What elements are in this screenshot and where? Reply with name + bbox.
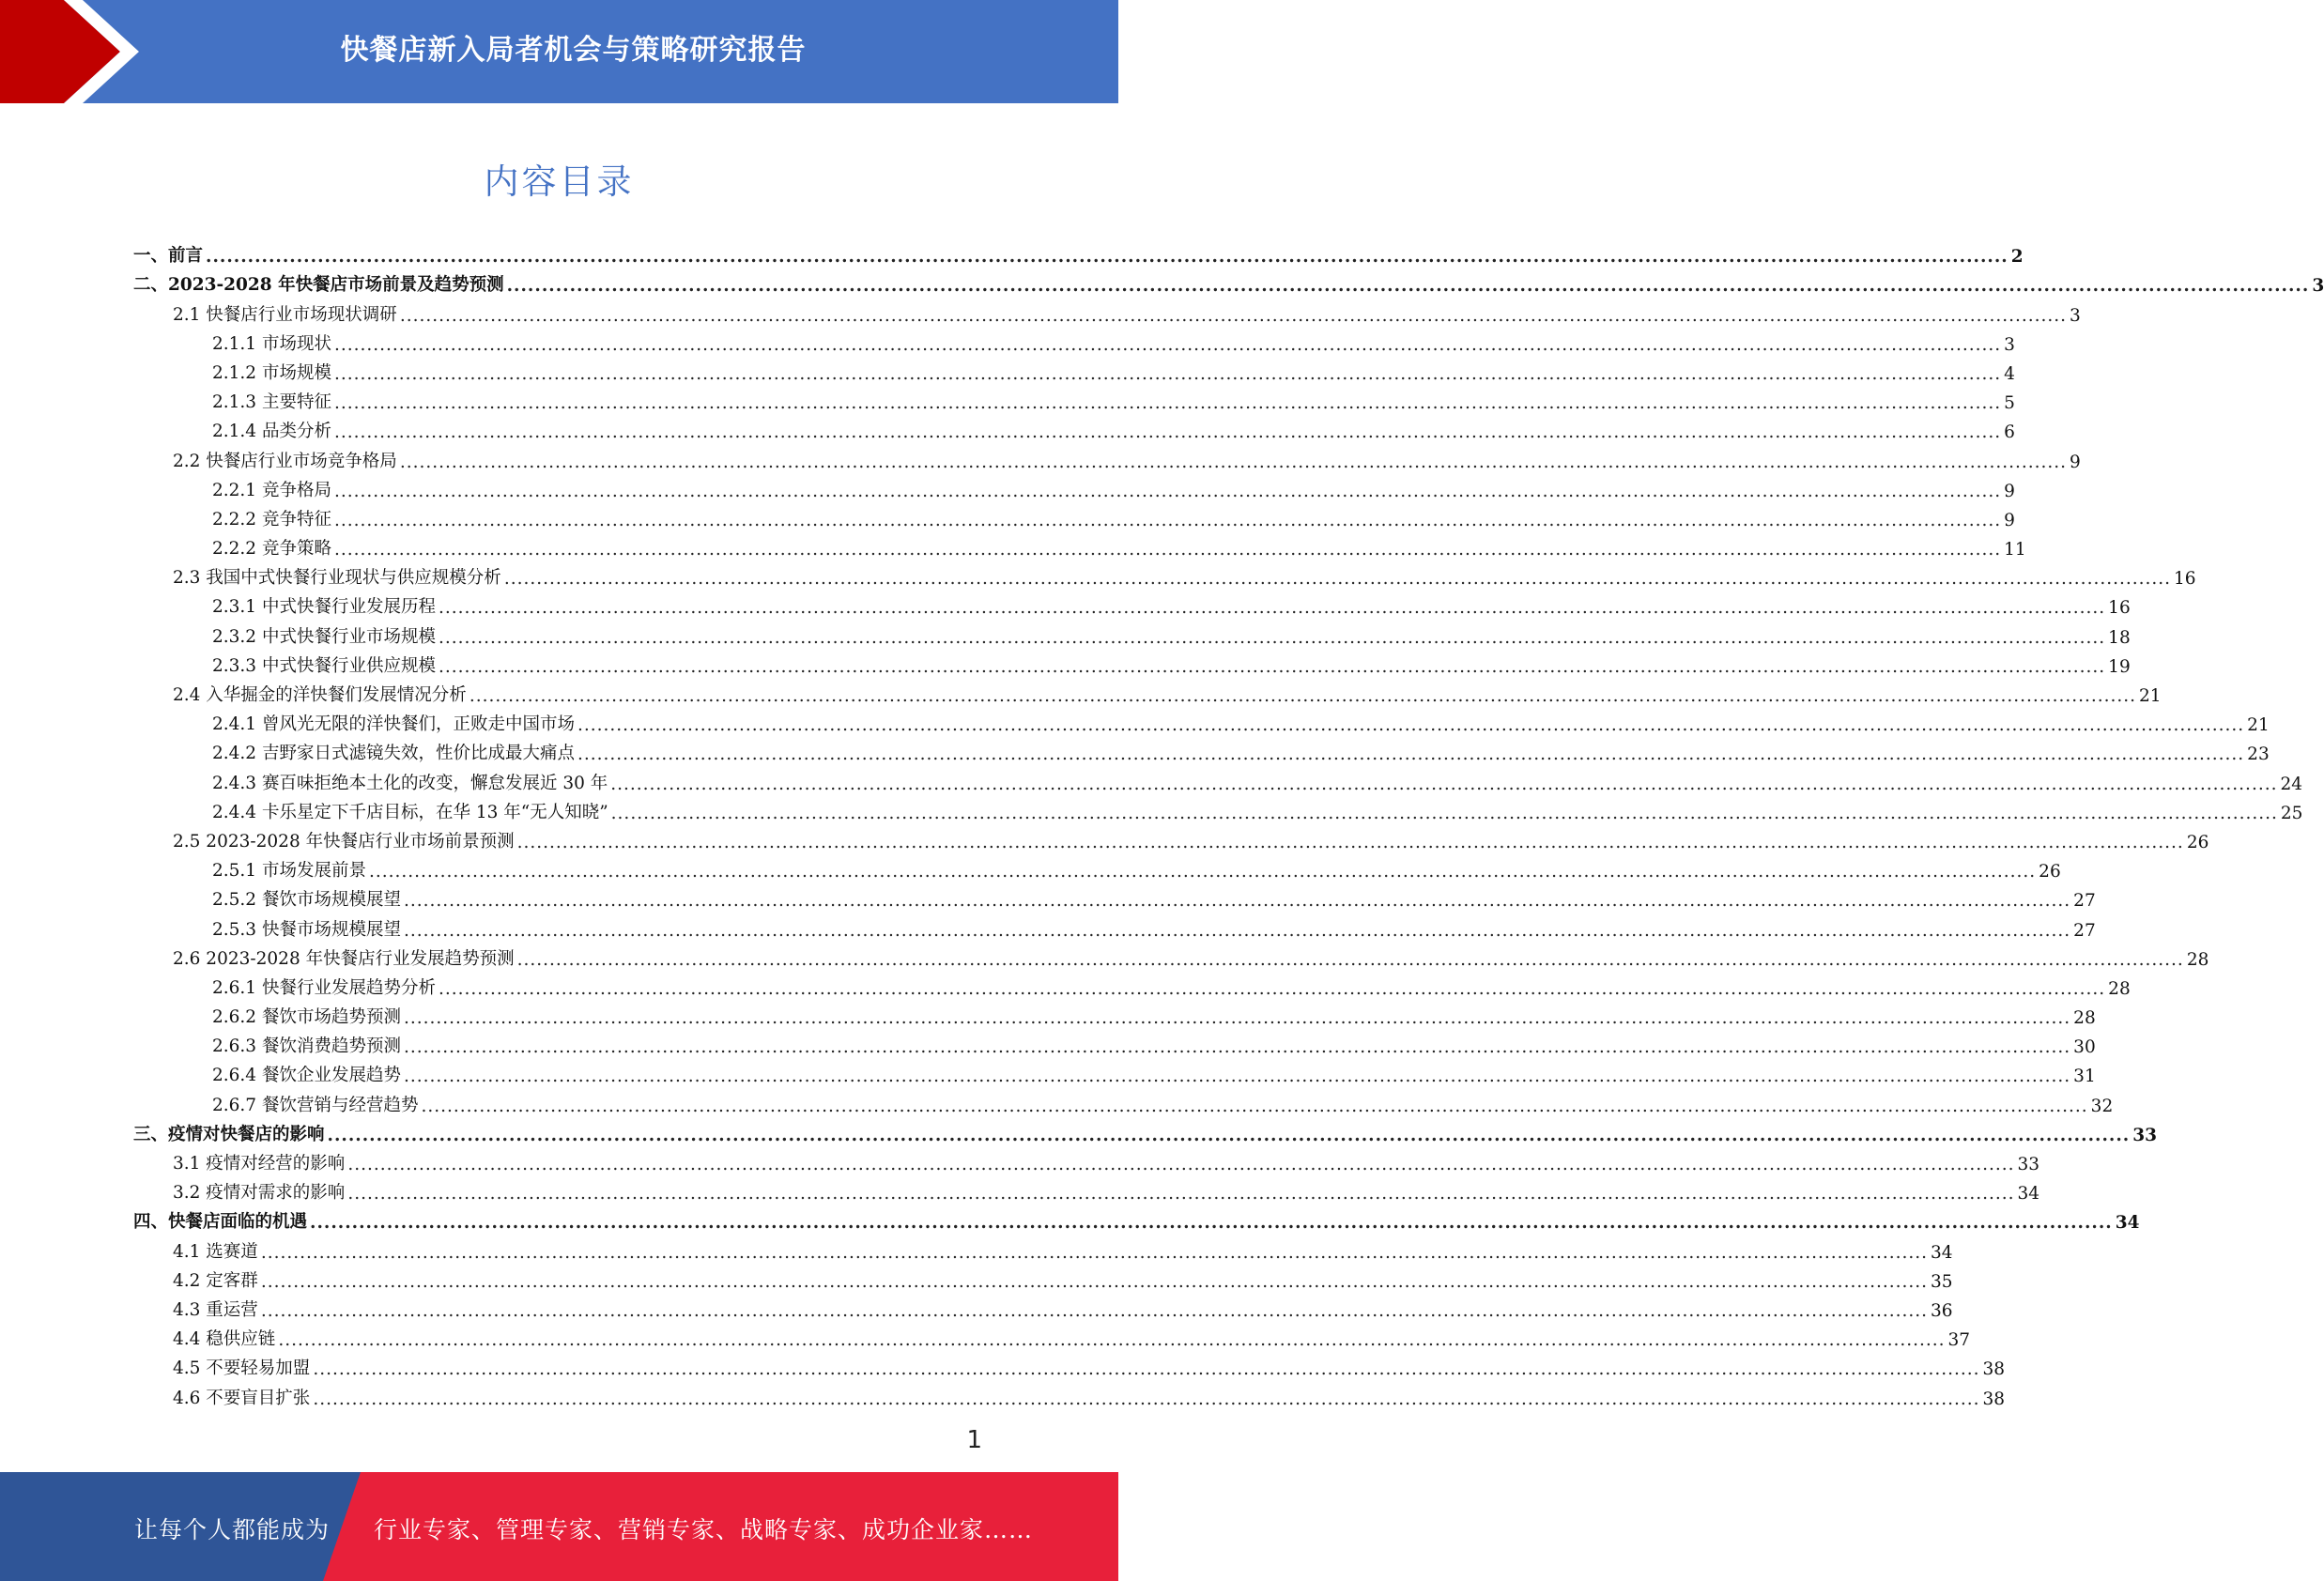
toc-entry[interactable] (133, 267, 2324, 297)
toc-entry-label: 3.1 疫情对经营的影响 (173, 1154, 346, 1174)
toc-entry[interactable] (133, 296, 2081, 326)
toc-entry-page: 18 (2108, 627, 2131, 648)
toc-entry[interactable] (133, 384, 2015, 414)
toc-entry-page: 27 (2073, 920, 2096, 941)
toc-entry-page: 34 (2115, 1213, 2140, 1234)
toc-leader-dots: .................................................................................................................................................................................................................................................................. (577, 715, 2245, 736)
toc-entry-page: 9 (2004, 481, 2015, 501)
page-footer (0, 1472, 1118, 1581)
toc-leader-dots: .................................................................................................................................................................................................................................................................. (516, 832, 2184, 852)
toc-entry[interactable] (133, 677, 2162, 706)
toc-entry-label: 4.4 稳供应链 (173, 1329, 276, 1350)
toc-leader-dots: .................................................................................................................................................................................................................................................................. (260, 1271, 1929, 1292)
toc-entry-page: 23 (2247, 744, 2270, 765)
toc-entry-page: 9 (2070, 452, 2081, 472)
toc-entry[interactable] (133, 1292, 1953, 1321)
toc-entry-page: 28 (2108, 978, 2131, 999)
toc-entry[interactable] (133, 735, 2270, 765)
toc-leader-dots: .................................................................................................................................................................................................................................................................. (333, 393, 2002, 414)
toc-entry-page: 19 (2108, 656, 2131, 677)
toc-entry[interactable] (133, 1263, 1953, 1292)
toc-entry-label: 2.5.2 餐饮市场规模展望 (212, 890, 401, 911)
toc-entry-label: 2.6.7 餐饮营销与经营趋势 (212, 1095, 419, 1115)
toc-leader-dots: .................................................................................................................................................................................................................................................................. (438, 627, 2106, 648)
toc-leader-dots: .................................................................................................................................................................................................................................................................. (333, 540, 2002, 560)
toc-leader-dots: .................................................................................................................................................................................................................................................................. (260, 1300, 1929, 1321)
toc-entry-page: 37 (1947, 1330, 1971, 1351)
toc-leader-dots: .................................................................................................................................................................................................................................................................. (403, 1037, 2071, 1058)
toc-leader-dots: .................................................................................................................................................................................................................................................................. (333, 422, 2002, 443)
toc-entry[interactable] (133, 1350, 2006, 1380)
toc-leader-dots: .................................................................................................................................................................................................................................................................. (327, 1125, 2131, 1145)
toc-entry-page: 28 (2186, 949, 2209, 970)
toc-entry-page: 33 (2017, 1155, 2040, 1174)
toc-entry-label: 4.2 定客群 (173, 1270, 258, 1291)
toc-entry-label: 2.3 我国中式快餐行业现状与供应规模分析 (173, 568, 501, 589)
toc-leader-dots: .................................................................................................................................................................................................................................................................. (347, 1155, 2015, 1174)
toc-entry[interactable] (133, 999, 2096, 1029)
toc-leader-dots: .................................................................................................................................................................................................................................................................. (403, 1067, 2071, 1087)
toc-leader-dots: .................................................................................................................................................................................................................................................................. (516, 949, 2184, 970)
toc-entry-page: 16 (2174, 569, 2196, 590)
toc-leader-dots: .................................................................................................................................................................................................................................................................. (438, 978, 2106, 999)
toc-entry-label: 三、疫情对快餐店的影响 (133, 1124, 325, 1144)
toc-entry-label: 2.3.1 中式快餐行业发展历程 (212, 597, 436, 618)
toc-entry[interactable] (133, 589, 2131, 619)
toc-entry[interactable] (133, 618, 2131, 648)
toc-leader-dots: .................................................................................................................................................................................................................................................................. (313, 1389, 1980, 1409)
toc-leader-dots: .................................................................................................................................................................................................................................................................. (610, 774, 2278, 794)
toc-entry-page: 25 (2280, 803, 2303, 823)
toc-leader-dots: .................................................................................................................................................................................................................................................................. (577, 744, 2245, 765)
toc-entry-label: 2.6 2023-2028 年快餐店行业发展趋势预测 (173, 948, 515, 969)
toc-entry-label: 2.5.3 快餐市场规模展望 (212, 919, 401, 940)
toc-entry-page: 21 (2139, 686, 2162, 706)
toc-entry-label: 2.6.1 快餐行业发展趋势分析 (212, 977, 436, 998)
toc-entry[interactable] (133, 1321, 1971, 1351)
toc-leader-dots: .................................................................................................................................................................................................................................................................. (438, 656, 2106, 677)
toc-entry[interactable] (133, 823, 2209, 852)
toc-entry-label: 2.3.3 中式快餐行业供应规模 (212, 655, 436, 676)
toc-entry-label: 2.4 入华掘金的洋快餐们发展情况分析 (173, 685, 467, 705)
toc-leader-dots: .................................................................................................................................................................................................................................................................. (313, 1359, 1980, 1380)
toc-entry-page: 26 (2039, 862, 2061, 883)
toc-entry-label: 一、前言 (133, 246, 204, 267)
toc-leader-dots: .................................................................................................................................................................................................................................................................. (310, 1213, 2113, 1234)
toc-leader-dots: .................................................................................................................................................................................................................................................................. (333, 334, 2002, 355)
toc-leader-dots: .................................................................................................................................................................................................................................................................. (438, 598, 2106, 619)
toc-entry-page: 32 (2090, 1096, 2114, 1116)
toc-entry-page: 30 (2073, 1037, 2096, 1058)
toc-entry-page: 38 (1982, 1389, 2006, 1409)
toc-entry[interactable] (133, 648, 2131, 677)
toc-entry[interactable] (133, 501, 2015, 530)
toc-entry-page: 24 (2280, 774, 2303, 794)
toc-entry-page: 2 (2010, 247, 2024, 268)
toc-entry-label: 2.4.3 赛百味拒绝本土化的改变，懈怠发展近 30 年 (212, 773, 608, 793)
toc-entry[interactable] (133, 882, 2096, 912)
toc-entry-page: 38 (1982, 1359, 2006, 1380)
page-header (0, 0, 1118, 103)
toc-entry-label: 2.2.1 竞争格局 (212, 480, 331, 500)
toc-entry-label: 2.1 快餐店行业市场现状调研 (173, 304, 397, 325)
toc-entry-page: 34 (1931, 1242, 1953, 1263)
toc-leader-dots: .................................................................................................................................................................................................................................................................. (347, 1184, 2015, 1205)
toc-entry-page: 36 (1931, 1300, 1953, 1321)
toc-heading: 内容目录 (484, 161, 635, 202)
toc-entry-page: 34 (2017, 1184, 2040, 1205)
toc-entry-label: 2.6.4 餐饮企业发展趋势 (212, 1066, 401, 1086)
toc-leader-dots: .................................................................................................................................................................................................................................................................. (206, 247, 2008, 268)
toc-entry[interactable] (133, 238, 2024, 268)
toc-leader-dots: .................................................................................................................................................................................................................................................................. (503, 569, 2172, 590)
toc-entry-label: 2.6.3 餐饮消费趋势预测 (212, 1036, 401, 1057)
toc-entry-label: 2.1.1 市场现状 (212, 333, 331, 354)
toc-leader-dots: .................................................................................................................................................................................................................................................................. (399, 452, 2068, 472)
toc-entry-label: 2.3.2 中式快餐行业市场规模 (212, 626, 436, 647)
footer-slogan-right: 行业专家、管理专家、营销专家、战略专家、成功企业家…… (374, 1516, 1034, 1543)
toc-entry[interactable] (133, 1145, 2040, 1174)
report-title: 快餐店新入局者机会与策略研究报告 (340, 34, 807, 67)
toc-leader-dots: .................................................................................................................................................................................................................................................................. (610, 803, 2278, 823)
toc-entry-label: 四、快餐店面临的机遇 (133, 1212, 308, 1233)
toc-entry[interactable] (133, 970, 2131, 999)
table-of-contents (133, 238, 2324, 1409)
toc-entry[interactable] (133, 472, 2015, 501)
toc-entry-page: 26 (2186, 832, 2209, 852)
toc-entry[interactable] (133, 1233, 1953, 1263)
toc-entry[interactable] (133, 1174, 2040, 1205)
toc-leader-dots: .................................................................................................................................................................................................................................................................. (368, 862, 2037, 883)
toc-entry-label: 2.1.2 市场规模 (212, 362, 331, 383)
toc-leader-dots: .................................................................................................................................................................................................................................................................. (333, 481, 2002, 501)
toc-entry-page: 3 (2004, 334, 2015, 355)
toc-entry-page: 3 (2070, 305, 2081, 326)
toc-entry-label: 4.6 不要盲目扩张 (173, 1388, 311, 1408)
toc-leader-dots: .................................................................................................................................................................................................................................................................. (421, 1096, 2088, 1116)
toc-entry[interactable] (133, 706, 2270, 736)
toc-entry-label: 2.4.1 曾风光无限的洋快餐们，正败走中国市场 (212, 714, 575, 735)
toc-entry[interactable] (133, 560, 2196, 590)
toc-entry-label: 2.5 2023-2028 年快餐店行业市场前景预测 (173, 831, 515, 852)
toc-entry-page: 27 (2073, 891, 2096, 912)
toc-entry-label: 2.6.2 餐饮市场趋势预测 (212, 1007, 401, 1028)
toc-entry[interactable] (133, 1057, 2096, 1087)
toc-entry-page: 35 (1931, 1271, 1953, 1292)
toc-leader-dots: .................................................................................................................................................................................................................................................................. (333, 510, 2002, 530)
toc-leader-dots: .................................................................................................................................................................................................................................................................. (399, 305, 2068, 326)
toc-entry-label: 2.1.4 品类分析 (212, 422, 331, 442)
toc-entry[interactable] (133, 941, 2209, 970)
toc-entry[interactable] (133, 355, 2015, 384)
toc-entry-page: 16 (2108, 598, 2131, 619)
page-number: 1 (966, 1426, 982, 1454)
toc-leader-dots: .................................................................................................................................................................................................................................................................. (403, 920, 2071, 941)
toc-entry-page: 3 (2312, 276, 2324, 297)
toc-entry[interactable] (133, 852, 2061, 883)
toc-entry-label: 2.2.2 竞争特征 (212, 509, 331, 530)
toc-entry[interactable] (133, 326, 2015, 355)
toc-entry[interactable] (133, 764, 2303, 794)
toc-leader-dots: .................................................................................................................................................................................................................................................................. (403, 1008, 2071, 1029)
toc-entry-label: 二、2023-2028 年快餐店市场前景及趋势预测 (133, 275, 504, 296)
toc-entry[interactable] (133, 1204, 2140, 1234)
toc-entry-page: 9 (2004, 510, 2015, 530)
toc-entry-page: 6 (2004, 422, 2015, 443)
toc-entry-page: 33 (2132, 1125, 2157, 1145)
toc-entry-page: 4 (2004, 363, 2015, 384)
toc-entry-page: 28 (2073, 1008, 2096, 1029)
toc-entry-label: 2.4.2 吉野家日式滤镜失效，性价比成最大痛点 (212, 744, 575, 764)
toc-entry-label: 3.2 疫情对需求的影响 (173, 1183, 346, 1204)
toc-entry-page: 5 (2004, 393, 2015, 414)
toc-entry-label: 4.3 重运营 (173, 1299, 258, 1320)
toc-leader-dots: .................................................................................................................................................................................................................................................................. (333, 363, 2002, 384)
toc-leader-dots: .................................................................................................................................................................................................................................................................. (469, 686, 2137, 706)
toc-entry[interactable] (133, 442, 2081, 472)
toc-entry-label: 2.2.2 竞争策略 (212, 539, 331, 560)
toc-entry-label: 2.4.4 卡乐星定下千店目标，在华 13 年“无人知晓” (212, 802, 608, 822)
toc-entry[interactable] (133, 1379, 2006, 1409)
toc-entry-label: 2.1.3 主要特征 (212, 392, 331, 413)
footer-slogan-left: 让每个人都能成为 (134, 1516, 331, 1543)
toc-entry[interactable] (133, 530, 2026, 560)
toc-entry[interactable] (133, 794, 2303, 823)
toc-entry-page: 11 (2004, 540, 2026, 560)
toc-entry-page: 21 (2247, 715, 2270, 736)
toc-entry-page: 31 (2073, 1067, 2096, 1087)
toc-entry-label: 4.5 不要轻易加盟 (173, 1358, 311, 1379)
toc-entry-label: 2.5.1 市场发展前景 (212, 861, 366, 882)
toc-entry-label: 2.2 快餐店行业市场竞争格局 (173, 451, 397, 471)
toc-leader-dots: .................................................................................................................................................................................................................................................................. (260, 1242, 1929, 1263)
toc-entry[interactable] (133, 1028, 2096, 1058)
toc-entry[interactable] (133, 1116, 2157, 1145)
toc-entry[interactable] (133, 911, 2096, 941)
toc-entry[interactable] (133, 1086, 2114, 1116)
toc-leader-dots: .................................................................................................................................................................................................................................................................. (403, 891, 2071, 912)
toc-leader-dots: .................................................................................................................................................................................................................................................................. (278, 1330, 1946, 1351)
toc-leader-dots: .................................................................................................................................................................................................................................................................. (506, 276, 2310, 297)
toc-entry[interactable] (133, 413, 2015, 443)
toc-entry-label: 4.1 选赛道 (173, 1241, 258, 1262)
